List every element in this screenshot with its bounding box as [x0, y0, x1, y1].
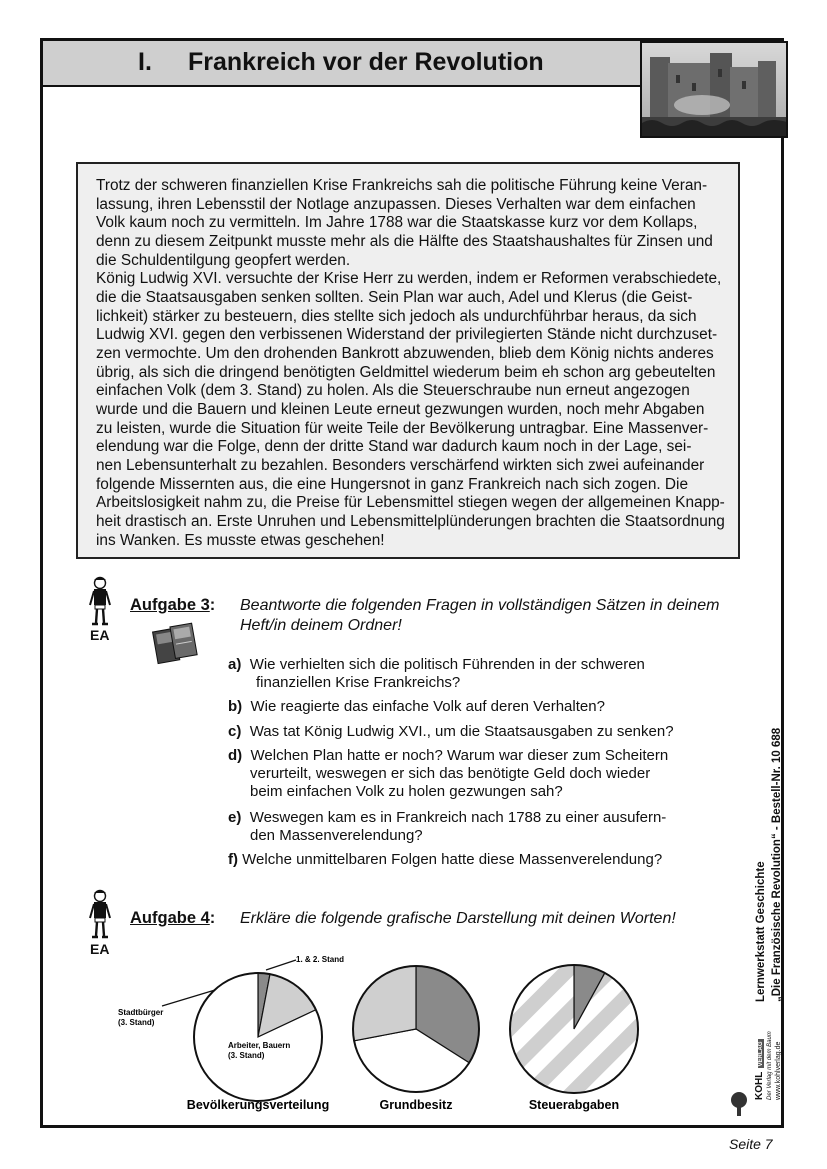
intro-line: Arbeitslosigkeit nahm zu, die Preise für Lebensmittel stiegen wegen der allgemeinen Knapp- — [96, 494, 725, 511]
intro-line: ins Wanken. Es musste etwas geschehen! — [96, 532, 385, 549]
student-icon — [88, 889, 112, 939]
intro-line: zen vermochte. Um den drohenden Bankrott abzuwenden, blieb dem König nichts anderes — [96, 345, 714, 362]
publisher-name: KOHL — [754, 1071, 765, 1100]
intro-line: lichkeit) stärker zu besteuern, dies stellte sich jedoch als undurchführbar heraus, da sich — [96, 308, 697, 325]
intro-line: folgende Missernten aus, die eine Hungersnot in ganz Frankreich nach sich zogen. Die — [96, 476, 689, 493]
publisher-tag: VERLAG — [758, 1041, 764, 1067]
slice-label-1-2-stand: 1. & 2. Stand — [296, 955, 345, 964]
pie-slice — [353, 966, 416, 1041]
tree-logo-icon — [728, 1090, 750, 1118]
chart-title: Grundbesitz — [379, 1098, 453, 1112]
task4-instruction: Erkläre die folgende grafische Darstellung mit deinen Worten! — [240, 910, 676, 927]
page-title: Frankreich vor der Revolution — [188, 48, 544, 76]
question-d: d) Welchen Plan hatte er noch? Warum war dieser zum Scheitern verurteilt, weswegen er sich das benötigte Geld doch wieder beim einfachen Volk zu holen gezwungen sah? — [228, 747, 669, 800]
chart-title: Steuerabgaben — [528, 1098, 620, 1112]
task3-instruction-line2: Heft/in deinem Ordner! — [240, 617, 402, 634]
chapter-number: I. — [138, 48, 152, 76]
question-c: c) Was tat König Ludwig XVI., um die Staatsausgaben zu senken? — [228, 723, 674, 740]
books-icon — [151, 620, 203, 668]
intro-line: heit drastisch an. Erste Unruhen und Lebensmittelplünderungen brachten die Staatsordnung — [96, 513, 725, 530]
book-title-order-number: „Die Französische Revolution“ - Bestell-Nr. 10 688 — [771, 727, 783, 1002]
slice-label-stadtbuerger: Stadtbürger — [118, 1008, 164, 1017]
intro-line: König Ludwig XVI. versuchte der Krise Herr zu werden, indem er Reformen verabschiedete, — [96, 270, 722, 287]
task3-instruction-line1: Beantworte die folgenden Fragen in vollständigen Sätzen in deinem — [240, 597, 720, 614]
estates-pie-charts — [0, 940, 827, 1120]
work-mode-label: EA — [90, 941, 110, 957]
task4-label: Aufgabe 4: — [130, 909, 216, 927]
series-title: Lernwerkstatt Geschichte — [755, 861, 767, 1002]
slice-label-arbeiter-bauern-estate: (3. Stand) — [228, 1051, 265, 1060]
work-mode-label: EA — [90, 627, 110, 643]
label-leader-line — [266, 960, 296, 970]
question-a: a) Wie verhielten sich die politisch Führenden in der schweren finanziellen Krise Frankreichs? — [228, 656, 645, 691]
student-icon — [88, 576, 112, 626]
intro-line: elendung war die Folge, denn der dritte Stand war dadurch kaum noch in der Lage, sei- — [96, 438, 692, 455]
intro-line: Ludwig XVI. gegen den verbissenen Widerstand der privilegierten Stände nicht durchzuset- — [96, 326, 718, 343]
intro-line: einfachen Volk (dem 3. Stand) zu holen. Als die Steuerschraube nun erneut angezogen — [96, 382, 690, 399]
intro-line: wurde und die Bauern und kleinen Leute erneut gezwungen wurden, noch mehr Abgaben — [96, 401, 705, 418]
slice-label-arbeiter-bauern: Arbeiter, Bauern — [228, 1041, 291, 1050]
intro-line: Volk kaum noch zu vermitteln. Im Jahre 1788 war die Staatskasse kurz vor dem Kollaps, — [96, 214, 698, 231]
intro-line: die die Staatsausgaben senken sollten. Sein Plan war auch, Adel und Klerus (die Geist- — [96, 289, 693, 306]
slice-label-stadtbuerger-estate: (3. Stand) — [118, 1018, 155, 1027]
intro-line: denn zu diesem Zeitpunkt musste mehr als die Hälfte des Staatshaushaltes für Zinsen und — [96, 233, 713, 250]
publisher-slogan: Der Verlag mit dem Baum — [767, 1031, 773, 1100]
chart-title: Bevölkerungsverteilung — [186, 1098, 330, 1112]
pie-bevoelkerung — [194, 973, 322, 1101]
intro-line: lassung, ihren Lebensstil der Notlage anzupassen. Dieses Verhalten war dem einfachen — [96, 196, 696, 213]
task3-label: Aufgabe 3: — [130, 596, 216, 614]
question-f: f) Welche unmittelbaren Folgen hatte diese Massenverelendung? — [228, 851, 663, 868]
intro-line: zu leisten, wurde die Situation für weite Teile der Bevölkerung untragbar. Eine Massenver- — [96, 420, 709, 437]
intro-line: die Schuldentilgung geopfert werden. — [96, 252, 351, 269]
publisher-url: www.kohlverlag.de — [775, 1041, 782, 1100]
question-b: b) Wie reagierte das einfache Volk auf deren Verhalten? — [228, 698, 605, 715]
intro-line: übrig, als sich die dringend benötigten Geldmittel wiederum beim eh schon arg gebeutelten — [96, 364, 716, 381]
intro-line: nen Lebensunterhalt zu bezahlen. Besonders verschärfend wirkten sich zwei aufeinander — [96, 457, 705, 474]
question-e: e) Weswegen kam es in Frankreich nach 1788 zu einer ausufern- den Massenverelendung? — [228, 809, 667, 844]
bastille-image — [640, 41, 788, 138]
pie-grundbesitz — [353, 966, 479, 1092]
intro-line: Trotz der schweren finanziellen Krise Frankreichs sah die politische Führung keine Veran- — [96, 177, 708, 194]
pie-steuerabgaben — [510, 965, 638, 1093]
page-number: Seite 7 — [729, 1136, 773, 1152]
